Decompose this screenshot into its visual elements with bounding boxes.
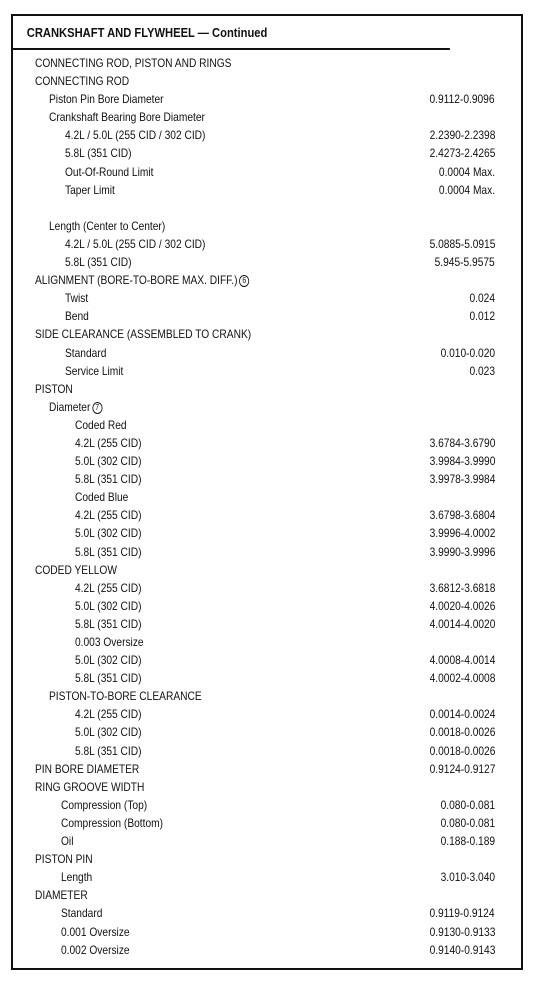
spec-row bbox=[13, 597, 521, 615]
spec-row bbox=[13, 181, 521, 199]
spec-row bbox=[13, 416, 521, 434]
spec-label bbox=[75, 615, 142, 633]
spec-label bbox=[61, 868, 92, 886]
spec-value: 3.9978-3.9984 bbox=[429, 472, 495, 487]
spec-label bbox=[65, 362, 123, 380]
spec-label bbox=[61, 941, 130, 959]
spec-label-text: Service Limit bbox=[65, 363, 124, 378]
spec-label bbox=[49, 108, 205, 126]
spec-label-text: DIAMETER bbox=[35, 888, 88, 903]
spec-label bbox=[35, 271, 249, 289]
spec-label bbox=[65, 344, 106, 362]
table-title: CRANKSHAFT AND FLYWHEEL — Continued bbox=[13, 16, 450, 50]
spec-row bbox=[13, 235, 521, 253]
spec-value: 3.9990-3.9996 bbox=[429, 544, 495, 559]
spec-label-text: 4.2L (255 CID) bbox=[75, 435, 142, 450]
spec-row bbox=[13, 543, 521, 561]
spec-row bbox=[13, 778, 521, 796]
spec-value: 0.023 bbox=[469, 363, 495, 378]
spec-label bbox=[75, 669, 142, 687]
spec-label bbox=[49, 90, 164, 108]
spec-row bbox=[13, 362, 521, 380]
spec-label-text: Standard bbox=[65, 345, 107, 360]
spec-value: 2.2390-2.2398 bbox=[429, 128, 495, 143]
spec-label-text: 5.0L (302 CID) bbox=[75, 526, 142, 541]
spec-label-text: CONNECTING ROD bbox=[35, 74, 130, 89]
spec-row bbox=[13, 506, 521, 524]
spec-label bbox=[65, 144, 132, 162]
spec-value: 0.0018-0.0026 bbox=[429, 725, 495, 740]
spec-row bbox=[13, 796, 521, 814]
spec-row bbox=[13, 687, 521, 705]
footnote-marker: 6 bbox=[239, 275, 249, 287]
spec-row bbox=[13, 742, 521, 760]
spec-label bbox=[75, 524, 142, 542]
spec-value: 0.9124-0.9127 bbox=[429, 761, 495, 776]
spec-row bbox=[13, 488, 521, 506]
spec-row bbox=[13, 90, 521, 108]
spec-label-text: PIN BORE DIAMETER bbox=[35, 761, 140, 776]
spec-label-text: Compression (Top) bbox=[61, 797, 148, 812]
spec-value: 0.0018-0.0026 bbox=[429, 743, 495, 758]
spec-label-text: PISTON PIN bbox=[35, 852, 93, 867]
spec-label-text: Crankshaft Bearing Bore Diameter bbox=[49, 110, 205, 125]
spec-label-text: Piston Pin Bore Diameter bbox=[49, 92, 164, 107]
spec-label bbox=[65, 163, 153, 181]
spec-label-text: Out-Of-Round Limit bbox=[65, 164, 154, 179]
spec-label-text: Diameter bbox=[49, 399, 91, 414]
spec-label bbox=[35, 886, 88, 904]
spec-row bbox=[13, 723, 521, 741]
spec-row bbox=[13, 832, 521, 850]
spec-row bbox=[13, 72, 521, 90]
spec-label bbox=[75, 506, 142, 524]
spec-label-text: 4.2L (255 CID) bbox=[75, 707, 142, 722]
spec-label-text: Oil bbox=[61, 834, 74, 849]
footnote-marker: 7 bbox=[92, 402, 102, 414]
spec-value: 4.0020-4.0026 bbox=[429, 598, 495, 613]
spec-row bbox=[13, 163, 521, 181]
spec-label-text: 5.8L (351 CID) bbox=[65, 146, 132, 161]
spec-label bbox=[65, 253, 132, 271]
spec-row bbox=[13, 850, 521, 868]
spec-value: 3.6784-3.6790 bbox=[429, 435, 495, 450]
spec-label-text: 4.2L / 5.0L (255 CID / 302 CID) bbox=[65, 128, 206, 143]
spec-label-text: Length (Center to Center) bbox=[49, 218, 166, 233]
spec-label-text: 5.8L (351 CID) bbox=[75, 544, 142, 559]
spec-label bbox=[35, 325, 251, 343]
spec-label bbox=[49, 398, 102, 416]
spec-value: 4.0008-4.0014 bbox=[429, 653, 495, 668]
spec-label-text: RING GROOVE WIDTH bbox=[35, 779, 145, 794]
spec-rows bbox=[13, 54, 521, 959]
spec-label-text: 5.8L (351 CID) bbox=[75, 671, 142, 686]
spec-label-text: 4.2L / 5.0L (255 CID / 302 CID) bbox=[65, 236, 206, 251]
spec-row bbox=[13, 651, 521, 669]
spec-row bbox=[13, 760, 521, 778]
spec-label bbox=[75, 723, 142, 741]
spec-label bbox=[75, 488, 128, 506]
spec-label bbox=[75, 543, 142, 561]
spec-label-text: ALIGNMENT (BORE-TO-BORE MAX. DIFF.) bbox=[35, 273, 238, 288]
spec-label-text: PISTON-TO-BORE CLEARANCE bbox=[49, 689, 202, 704]
spec-row bbox=[13, 108, 521, 126]
spec-row bbox=[13, 253, 521, 271]
spec-row bbox=[13, 470, 521, 488]
spec-row bbox=[13, 705, 521, 723]
spec-value: 4.0014-4.0020 bbox=[429, 616, 495, 631]
spec-label bbox=[61, 904, 102, 922]
spec-value: 3.010-3.040 bbox=[440, 870, 495, 885]
spec-value: 0.012 bbox=[469, 309, 495, 324]
spec-label bbox=[75, 651, 142, 669]
spec-row bbox=[13, 941, 521, 959]
spec-row bbox=[13, 217, 521, 235]
spec-row bbox=[13, 904, 521, 922]
spec-label-text: Twist bbox=[65, 291, 89, 306]
spec-value: 0.9140-0.9143 bbox=[429, 942, 495, 957]
spec-label-text: CODED YELLOW bbox=[35, 562, 117, 577]
spec-value: 3.6798-3.6804 bbox=[429, 508, 495, 523]
spec-value: 0.9130-0.9133 bbox=[429, 924, 495, 939]
spec-row bbox=[13, 452, 521, 470]
spec-label-text: 0.002 Oversize bbox=[61, 942, 130, 957]
spec-value: 0.9119-0.9124 bbox=[429, 906, 495, 921]
spec-label-text: 4.2L (255 CID) bbox=[75, 580, 142, 595]
spec-value: 0.0014-0.0024 bbox=[429, 707, 495, 722]
spec-label bbox=[49, 217, 165, 235]
spec-value: 0.9112-0.9096 bbox=[429, 92, 495, 107]
spec-value: 0.024 bbox=[469, 291, 495, 306]
spec-label bbox=[35, 561, 117, 579]
spec-label-text: 5.0L (302 CID) bbox=[75, 653, 142, 668]
spec-label bbox=[61, 923, 130, 941]
spec-label bbox=[75, 470, 142, 488]
spec-row bbox=[13, 633, 521, 651]
spec-row bbox=[13, 524, 521, 542]
spec-label bbox=[61, 796, 147, 814]
spec-label-text: 5.8L (351 CID) bbox=[75, 616, 142, 631]
spec-label-text: 5.0L (302 CID) bbox=[75, 454, 142, 469]
spec-label-text: CONNECTING ROD, PISTON AND RINGS bbox=[35, 56, 232, 70]
spec-row bbox=[13, 398, 521, 416]
spec-label-text: 5.8L (351 CID) bbox=[65, 255, 132, 270]
spec-label-text: 4.2L (255 CID) bbox=[75, 508, 142, 523]
spec-label-text: 0.003 Oversize bbox=[75, 635, 144, 649]
spec-label bbox=[35, 72, 129, 90]
spec-value: 0.188-0.189 bbox=[440, 834, 495, 849]
spec-value: 0.0004 Max. bbox=[438, 182, 495, 197]
spec-label-text: 5.0L (302 CID) bbox=[75, 598, 142, 613]
spec-row bbox=[13, 144, 521, 162]
spec-value: 4.0002-4.0008 bbox=[429, 671, 495, 686]
spec-row bbox=[13, 126, 521, 144]
spec-value: 0.0004 Max. bbox=[438, 164, 495, 179]
spec-row bbox=[13, 307, 521, 325]
spec-row bbox=[13, 380, 521, 398]
spec-label bbox=[65, 181, 115, 199]
spec-label bbox=[75, 452, 142, 470]
spec-row bbox=[13, 434, 521, 452]
spec-label bbox=[65, 235, 205, 253]
spec-label bbox=[35, 380, 73, 398]
spec-label bbox=[35, 778, 144, 796]
spec-row bbox=[13, 271, 521, 289]
spec-label bbox=[75, 579, 142, 597]
spec-label-text: 5.8L (351 CID) bbox=[75, 472, 142, 487]
spec-row bbox=[13, 579, 521, 597]
spec-value: 3.9996-4.0002 bbox=[429, 526, 495, 541]
spec-label-text: PISTON bbox=[35, 381, 73, 396]
spec-row bbox=[13, 344, 521, 362]
spec-label bbox=[65, 126, 205, 144]
spec-label-text: 5.8L (351 CID) bbox=[75, 743, 142, 758]
spec-row bbox=[13, 54, 521, 72]
spec-label bbox=[75, 416, 127, 434]
spec-label bbox=[35, 850, 93, 868]
spec-value: 0.010-0.020 bbox=[440, 345, 495, 360]
spec-label-text: Compression (Bottom) bbox=[61, 815, 164, 830]
spec-label-text: 5.0L (302 CID) bbox=[75, 725, 142, 740]
spec-label bbox=[35, 760, 139, 778]
spec-label-text: Coded Blue bbox=[75, 490, 129, 505]
spec-label-text: Coded Red bbox=[75, 417, 127, 432]
spec-value: 3.9984-3.9990 bbox=[429, 454, 495, 469]
spec-label-text: SIDE CLEARANCE (ASSEMBLED TO CRANK) bbox=[35, 327, 252, 342]
spec-label bbox=[35, 54, 231, 72]
spec-label bbox=[75, 705, 142, 723]
spec-value: 3.6812-3.6818 bbox=[429, 580, 495, 595]
spec-label-text: Bend bbox=[65, 309, 89, 324]
spec-row bbox=[13, 325, 521, 343]
spec-value: 5.0885-5.0915 bbox=[429, 236, 495, 251]
spec-label bbox=[65, 289, 88, 307]
spec-label-text: Taper Limit bbox=[65, 182, 115, 197]
spec-label bbox=[75, 434, 142, 452]
spec-label bbox=[75, 597, 142, 615]
spec-row bbox=[13, 199, 521, 217]
spec-label bbox=[61, 814, 163, 832]
spec-value: 2.4273-2.4265 bbox=[429, 146, 495, 161]
spec-label bbox=[61, 832, 73, 850]
spec-label bbox=[65, 307, 89, 325]
spec-label-text: 0.001 Oversize bbox=[61, 924, 130, 939]
spec-label-text: Length bbox=[61, 870, 93, 885]
spec-value: 0.080-0.081 bbox=[440, 797, 495, 812]
spec-value: 0.080-0.081 bbox=[440, 815, 495, 830]
spec-row bbox=[13, 814, 521, 832]
spec-label bbox=[49, 687, 202, 705]
spec-label bbox=[75, 742, 142, 760]
spec-row bbox=[13, 615, 521, 633]
spec-row bbox=[13, 289, 521, 307]
spec-row bbox=[13, 561, 521, 579]
spec-row bbox=[13, 868, 521, 886]
spec-row bbox=[13, 886, 521, 904]
spec-row bbox=[13, 923, 521, 941]
spec-value: 5.945-5.9575 bbox=[434, 255, 495, 270]
spec-table bbox=[11, 14, 523, 970]
spec-label bbox=[75, 633, 144, 651]
spec-label-text: Standard bbox=[61, 906, 103, 921]
spec-row bbox=[13, 669, 521, 687]
